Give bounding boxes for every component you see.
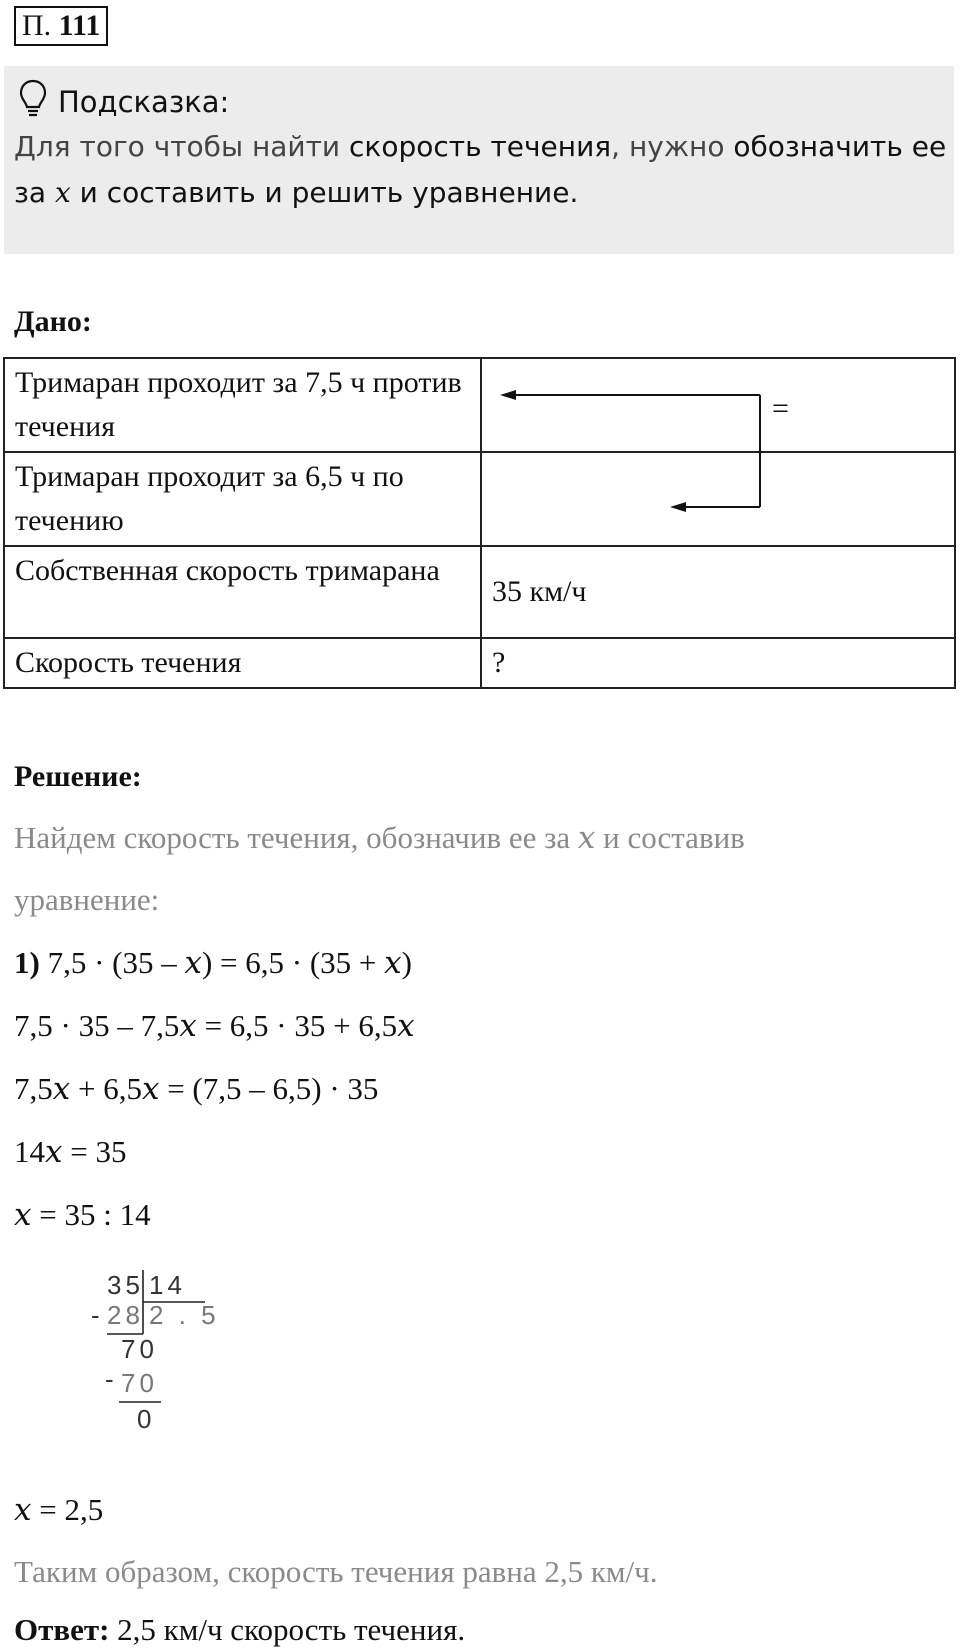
minus-sign: -: [91, 1300, 104, 1330]
hint-text: [14, 124, 949, 216]
text-part: ) = 6,5 · (35 +: [201, 945, 385, 980]
table-cell: Скорость течения: [4, 638, 481, 688]
equation-4: [14, 1134, 126, 1170]
given-table: [3, 357, 956, 689]
text-part: Найдем скорость течения, обозначив ее за: [14, 820, 578, 855]
lightbulb-icon: [18, 78, 58, 125]
equals-sign: =: [772, 392, 789, 425]
variable-x: x: [384, 945, 402, 981]
intro-line-2: уравнение:: [14, 882, 160, 917]
table-row: [4, 546, 955, 638]
table-cell: Тримаран проходит за 7,5 ч против течения: [4, 358, 481, 452]
variable-x: x: [52, 1071, 71, 1107]
text-part: 14: [14, 1134, 45, 1169]
equation-2: [14, 1008, 415, 1044]
hint-box: [4, 66, 954, 254]
text-part: 7,5 · (35 –: [39, 945, 185, 980]
given-label: Дано:: [14, 305, 92, 338]
division-remainder: 70: [121, 1334, 158, 1364]
table-row: [4, 358, 955, 452]
text-part: = 35: [62, 1134, 127, 1169]
text-part: + 6,5: [70, 1071, 142, 1106]
table-cell: Тримаран проходит за 6,5 ч по течению: [4, 452, 481, 546]
table-cell: 35 км/ч: [481, 546, 955, 638]
hint-emphasis: и составить и решить уравнение.: [70, 176, 579, 209]
minus-sign: -: [105, 1364, 118, 1394]
table-row: [4, 452, 955, 546]
result-line: [14, 1492, 103, 1528]
text-part: 7,5: [14, 1071, 53, 1106]
text-part: = (7,5 – 6,5) · 35: [159, 1071, 379, 1106]
variable-x: x: [397, 1008, 415, 1044]
text-part: = 2,5: [31, 1492, 104, 1527]
division-subtrahend: 28: [107, 1300, 144, 1330]
hint-emphasis: скорость течения: [349, 130, 612, 163]
bracket-arrow-icon: [500, 380, 800, 520]
answer-label: Ответ:: [14, 1612, 110, 1647]
equation-3: [14, 1071, 378, 1107]
division-divisor: 14: [149, 1270, 186, 1300]
variable-x: x: [14, 1197, 32, 1233]
equation-5: [14, 1197, 151, 1233]
problem-number-badge: [14, 6, 108, 46]
variable-x: x: [45, 1134, 63, 1170]
problem-prefix: П.: [22, 9, 52, 42]
long-division: [91, 1262, 225, 1452]
step-number: 1): [14, 945, 40, 980]
variable-x: x: [184, 945, 202, 981]
variable-x: x: [141, 1071, 160, 1107]
conclusion: Таким образом, скорость течения равна 2,5 км/ч.: [14, 1554, 658, 1589]
equality-arrows: [500, 380, 800, 525]
text-part: 7,5 · 35 – 7,5: [14, 1008, 180, 1043]
answer-line: [14, 1612, 465, 1648]
hint-header: [18, 78, 229, 125]
division-remainder: 0: [137, 1404, 156, 1434]
hint-text-part: , нужно: [611, 130, 734, 163]
table-cell: ?: [481, 638, 955, 688]
table-cell: Собственная скорость тримарана: [4, 546, 481, 638]
variable-x: x: [14, 1492, 32, 1528]
hint-emphasis: обозначить ее за: [14, 130, 947, 209]
text-part: = 6,5 · 35 + 6,5: [196, 1008, 398, 1043]
text-part: = 35 : 14: [31, 1197, 151, 1232]
division-subtrahend: 70: [121, 1368, 158, 1398]
hint-text-part: Для того чтобы найти: [14, 130, 350, 163]
variable-x: x: [577, 820, 596, 856]
division-dividend: 35: [107, 1270, 144, 1300]
problem-number: 111: [58, 9, 101, 42]
division-lines: [95, 1262, 225, 1452]
text-part: ): [401, 945, 412, 980]
table-row: [4, 638, 955, 688]
intro-line-1: [14, 820, 745, 856]
division-quotient: 2 . 5: [149, 1300, 220, 1330]
text-part: и составив: [595, 820, 745, 855]
answer-text: 2,5 км/ч скорость течения.: [109, 1612, 466, 1647]
hint-title: Подсказка:: [58, 84, 230, 119]
equation-1: [14, 945, 412, 981]
solution-label: Решение:: [14, 760, 142, 793]
variable-x: x: [179, 1008, 197, 1044]
variable-x: x: [54, 176, 71, 209]
